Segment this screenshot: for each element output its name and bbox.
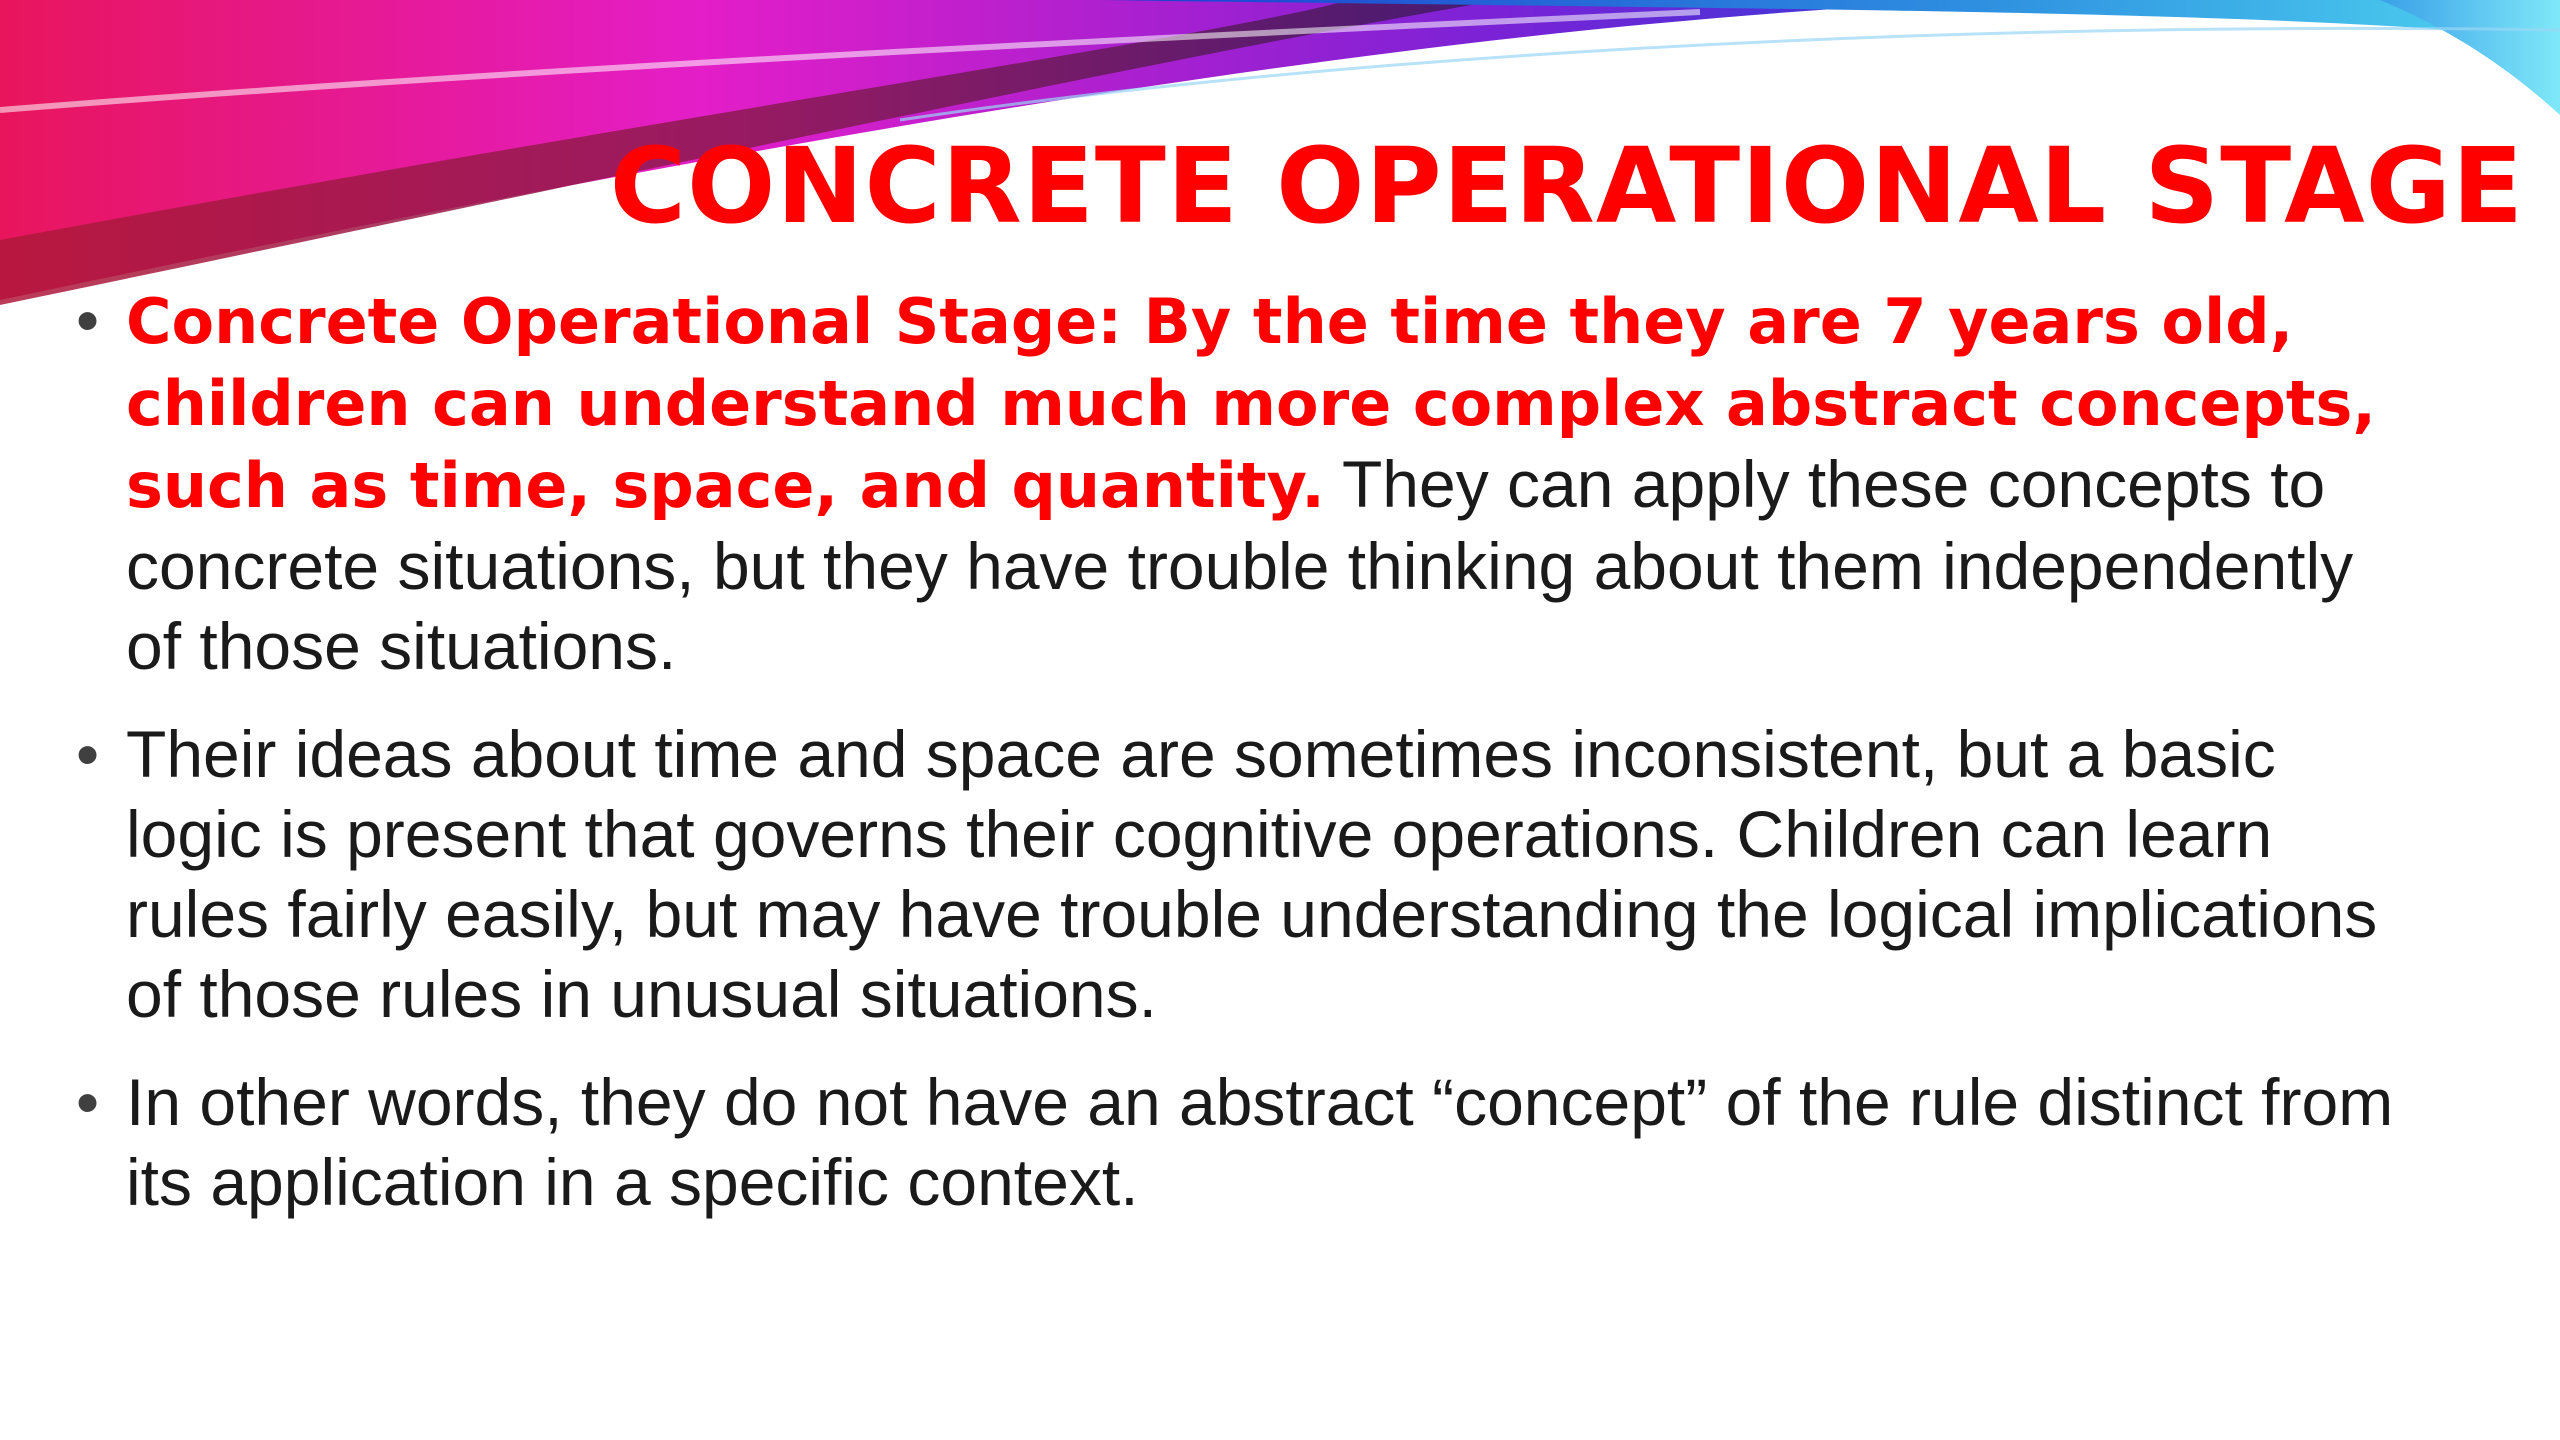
bullet-emphasis-text: Concrete Operational Stage: By the time they are 7 years old, children can understand much more complex abstract concepts, such as time, space, and quantity. (126, 285, 2376, 522)
bullet-item (72, 1062, 2402, 1222)
bullet-list (72, 280, 2402, 1222)
bullet-item (72, 280, 2402, 686)
bullet-icon: • (76, 283, 100, 357)
bullet-body-text: They can apply these concepts to concrete situations, but they have trouble thinking about them independently of those situations. (126, 447, 2354, 683)
bullet-body-text: Their ideas about time and space are sometimes inconsistent, but a basic logic is present that governs their cognitive operations. Children can learn rules fairly easily, but may have trouble understanding the logical implications of those rules in unusual situations. (126, 717, 2378, 1031)
bullet-icon: • (76, 1065, 100, 1139)
slide-title: CONCRETE OPERATIONAL STAGE (609, 125, 2524, 247)
bullet-body-text: In other words, they do not have an abstract “concept” of the rule distinct from its application in a specific context. (126, 1065, 2394, 1219)
bullet-icon: • (76, 717, 100, 791)
bullet-item (72, 714, 2402, 1034)
